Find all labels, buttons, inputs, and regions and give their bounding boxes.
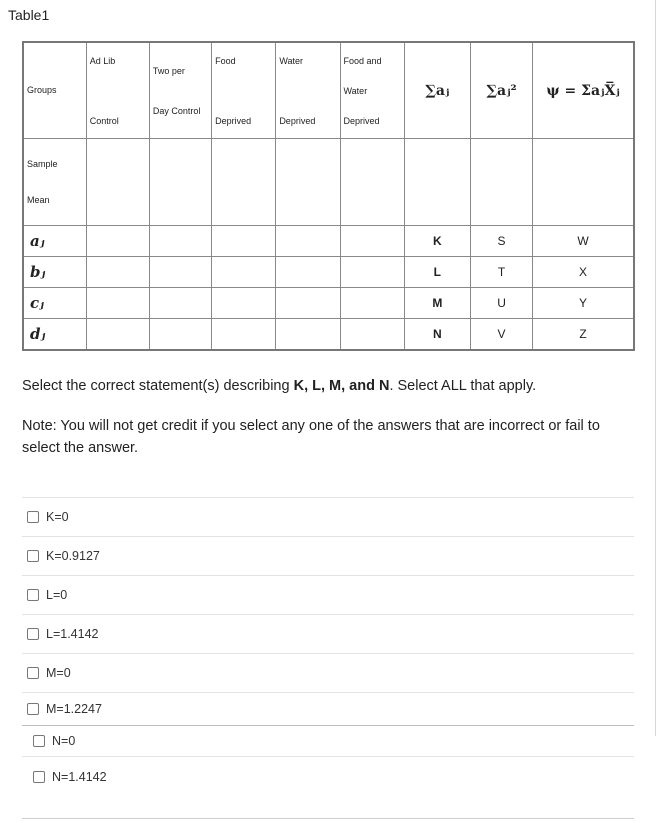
cell-psi: X <box>533 257 634 288</box>
page-right-border <box>655 0 656 736</box>
answer-options <box>22 497 634 797</box>
table-title: Table1 <box>8 7 50 23</box>
checkbox[interactable] <box>33 735 45 747</box>
question-note: Note: You will not get credit if you select any one of the answers that are incorrect or fail to select the answer. <box>22 418 600 456</box>
header-sum-a: ∑aⱼ <box>404 42 470 139</box>
option-k-0[interactable]: K=0 <box>22 497 634 536</box>
checkbox[interactable] <box>27 511 39 523</box>
table-row <box>23 257 634 288</box>
option-m-0[interactable]: M=0 <box>22 653 634 692</box>
cell-sum-a-squared: V <box>470 319 532 351</box>
cell-sum-a-squared: U <box>470 288 532 319</box>
option-k-0-9127[interactable]: K=0.9127 <box>22 536 634 575</box>
table-row <box>23 226 634 257</box>
cell-psi: W <box>533 226 634 257</box>
header-water-deprived: Water Deprived <box>276 42 340 139</box>
cell-sum-a-squared: T <box>470 257 532 288</box>
checkbox[interactable] <box>27 703 39 715</box>
header-psi: ψ = ΣaⱼX̅ⱼ <box>533 42 634 139</box>
checkbox[interactable] <box>33 771 45 783</box>
option-l-0[interactable]: L=0 <box>22 575 634 614</box>
checkbox[interactable] <box>27 628 39 640</box>
header-food-deprived: Food Deprived <box>212 42 276 139</box>
option-n-1-4142[interactable]: N=1.4142 <box>22 756 634 797</box>
cell-sum-a: K <box>404 226 470 257</box>
option-l-1-4142[interactable]: L=1.4142 <box>22 614 634 653</box>
cell-sum-a-squared: S <box>470 226 532 257</box>
sample-mean-label: Sample Mean <box>23 139 86 226</box>
header-food-water-deprived: Food and Water Deprived <box>340 42 404 139</box>
question-prompt: Select the correct statement(s) describing K, L, M, and N. Select ALL that apply. <box>22 378 537 394</box>
header-row <box>23 42 634 139</box>
row-label: aⱼ <box>23 226 86 257</box>
table-row <box>23 288 634 319</box>
contrast-table <box>22 41 635 351</box>
row-label: cⱼ <box>23 288 86 319</box>
cell-sum-a: M <box>404 288 470 319</box>
checkbox[interactable] <box>27 589 39 601</box>
header-ad-lib: Ad Lib Control <box>86 42 149 139</box>
checkbox[interactable] <box>27 550 39 562</box>
sample-mean-row <box>23 139 634 226</box>
header-two-per-day: Two per Day Control <box>149 42 211 139</box>
table-row <box>23 319 634 351</box>
cell-psi: Y <box>533 288 634 319</box>
cell-sum-a: N <box>404 319 470 351</box>
row-label: dⱼ <box>23 319 86 351</box>
checkbox[interactable] <box>27 667 39 679</box>
bottom-divider <box>22 818 634 819</box>
header-groups: Groups <box>23 42 86 139</box>
header-sum-a-squared: ∑aⱼ² <box>470 42 532 139</box>
row-label: bⱼ <box>23 257 86 288</box>
cell-psi: Z <box>533 319 634 351</box>
cell-sum-a: L <box>404 257 470 288</box>
option-n-0[interactable]: N=0 <box>22 725 634 756</box>
option-m-1-2247[interactable]: M=1.2247 <box>22 692 634 725</box>
